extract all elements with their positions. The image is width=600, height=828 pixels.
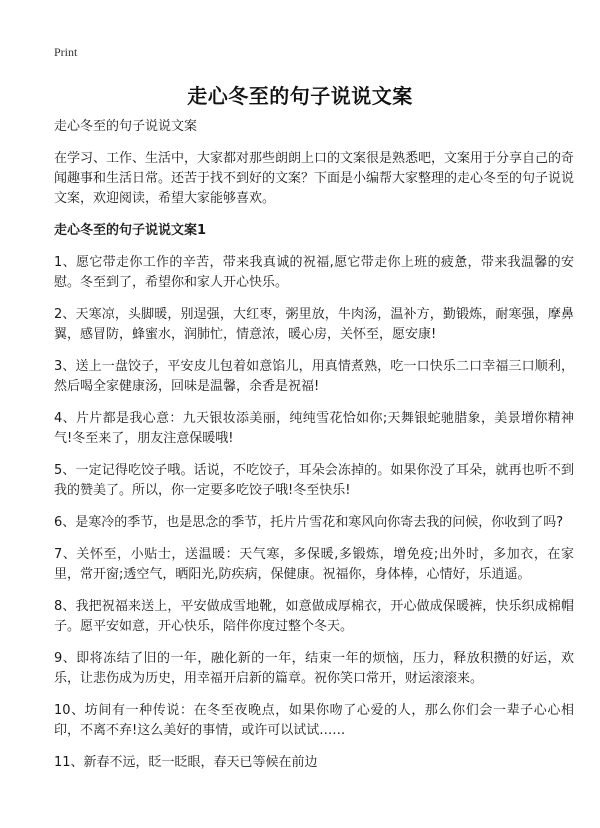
list-item-9: 9、即将冻结了旧的一年，融化新的一年，结束一年的烦恼，压力，释放积攒的好运，欢乐，让悲伤成为历史，用幸福开启新的篇章。祝你笑口常开，财运滚滚来。: [54, 651, 574, 686]
list-item-11: 11、新春不远，眨一眨眼，春天已等候在前边: [54, 755, 318, 770]
list-item-10: 10、坊间有一种传说：在冬至夜晚点，如果你吻了心爱的人，那么你们会一辈子心心相印，不离不弃!这么美好的事情，或许可以试试……: [54, 703, 574, 738]
list-item-7: 7、关怀至，小贴士，送温暖：天气寒，多保暖,多锻炼，增免疫;出外时，多加衣，在家里，常开窗;透空气，晒阳光,防疾病，保健康。祝福你，身体棒，心情好，乐逍遥。: [54, 547, 574, 582]
list-item-4: 4、片片都是我心意：九天银妆添美丽，纯纯雪花恰如你;天舞银蛇驰腊象，美景增你精神气!冬至来了，朋友注意保暖哦!: [54, 411, 574, 446]
list-item-1: 1、愿它带走你工作的辛苦，带来我真诚的祝福,愿它带走你上班的疲惫，带来我温馨的安慰。冬至到了，希望你和家人开心快乐。: [54, 255, 574, 290]
list-item-3: 3、送上一盘饺子，平安皮儿包着如意馅儿，用真情煮熟，吃一口快乐二口幸福三口顺利，然后喝全家健康汤，回味是温馨，余香是祝福!: [54, 359, 574, 394]
list-item-5: 5、一定记得吃饺子哦。话说，不吃饺子，耳朵会冻掉的。如果你没了耳朵，就再也听不到我的赞美了。所以，你一定要多吃饺子哦!冬至快乐!: [54, 463, 574, 498]
list-item-8: 8、我把祝福来送上，平安做成雪地靴，如意做成厚棉衣，开心做成保暖裤，快乐织成棉帽子。愿平安如意，开心快乐，陪伴你度过整个冬天。: [54, 599, 574, 634]
list-item-2: 2、天寒凉，头脚暖，别逞强，大红枣，粥里放，牛肉汤，温补方，勤锻炼，耐寒强，摩鼻翼，感冒防，蜂蜜水，润肺忙，情意浓，暖心房，关怀至，愿安康!: [54, 307, 574, 342]
list-item-6: 6、是寒冷的季节，也是思念的季节，托片片雪花和寒风向你寄去我的问候，你收到了吗?: [54, 515, 564, 530]
document-subtitle: 走心冬至的句子说说文案: [54, 119, 198, 134]
print-label[interactable]: Print: [54, 45, 78, 59]
document-title: 走心冬至的句子说说文案: [187, 84, 413, 108]
document-body: [54, 117, 574, 785]
intro-paragraph: 在学习、工作、生活中，大家都对那些朗朗上口的文案很是熟悉吧，文案用于分享自己的奇闻趣事和生活日常。还苦于找不到好的文案？下面是小编帮大家整理的走心冬至的句子说说文案，欢迎阅读，希望大家能够喜欢。: [54, 151, 575, 206]
section-heading: 走心冬至的句子说说文案1: [54, 223, 207, 238]
